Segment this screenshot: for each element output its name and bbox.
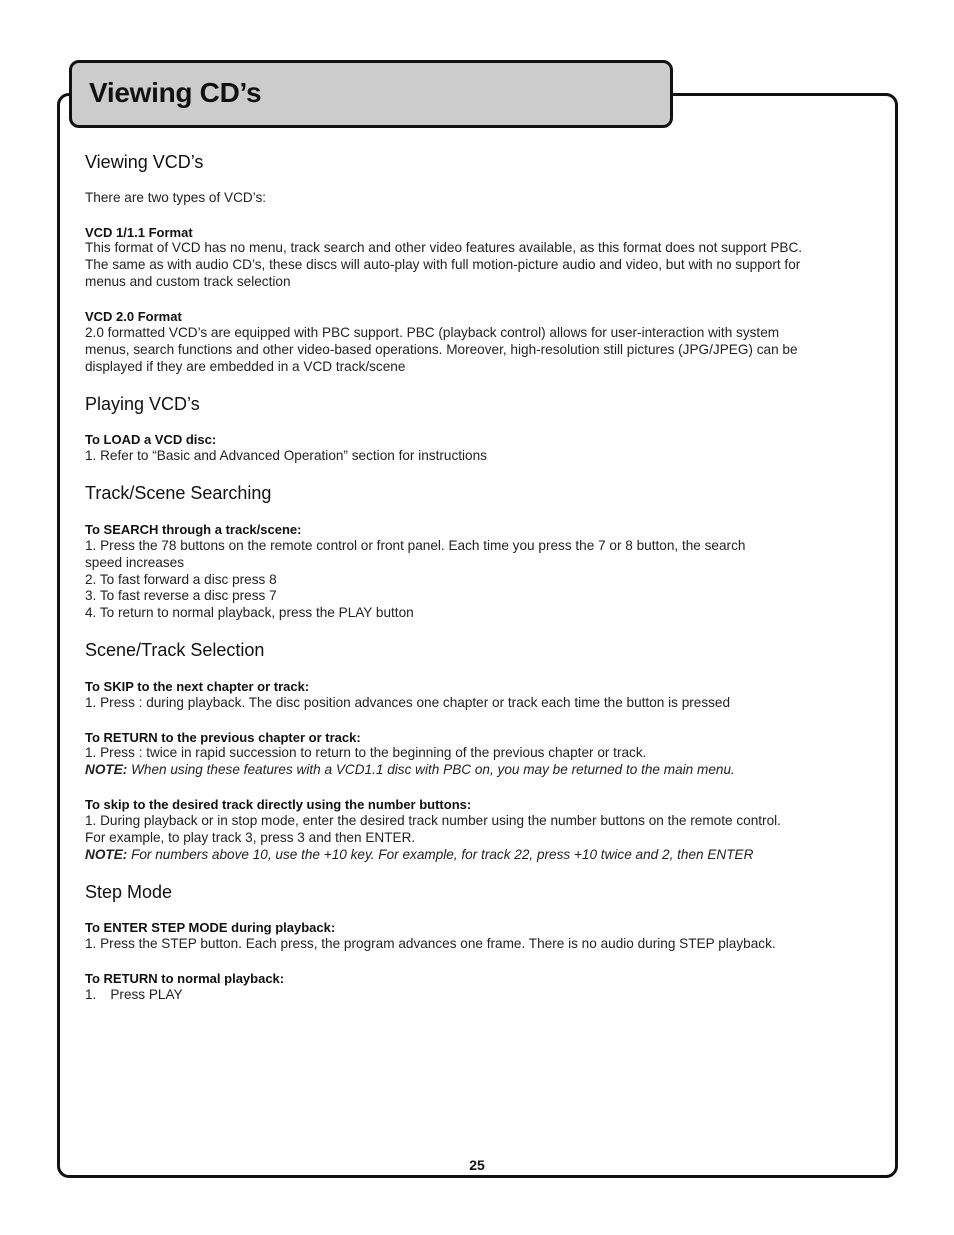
note-label: NOTE: bbox=[85, 761, 128, 777]
intro-text: There are two types of VCD’s: bbox=[85, 190, 267, 205]
text-line: menus, search functions and other video-based operations. Moreover, high-resolution still pictures (JPG/JPEG) can be bbox=[85, 341, 798, 357]
subheading-direct-track: To skip to the desired track directly using the number buttons: bbox=[85, 797, 472, 812]
subheading-return-chapter: To RETURN to the previous chapter or track: bbox=[85, 730, 361, 745]
note-text: For numbers above 10, use the +10 key. For example, for track 22, press +10 twice and 2, then ENTER bbox=[127, 846, 754, 862]
text-line: This format of VCD has no menu, track search and other video features available, as this format does not support PBC. bbox=[85, 240, 803, 255]
paragraph-skip bbox=[85, 695, 730, 712]
text-line: 1. Press : during playback. The disc position advances one chapter or track each time the button is pressed bbox=[85, 695, 731, 710]
paragraph-enter-step bbox=[85, 936, 776, 953]
step-text: Press PLAY bbox=[110, 987, 183, 1002]
text-line: 2.0 formatted VCD’s are equipped with PBC support. PBC (playback control) allows for user-interaction with system bbox=[85, 325, 780, 340]
text-line: 1. Press : twice in rapid succession to return to the beginning of the previous chapter or track. bbox=[85, 745, 647, 760]
section-heading-step-mode: Step Mode bbox=[85, 882, 173, 902]
text-line: menus and custom track selection bbox=[85, 273, 291, 289]
subheading-enter-step: To ENTER STEP MODE during playback: bbox=[85, 920, 336, 935]
paragraph-load-vcd bbox=[85, 448, 487, 465]
text-line: 1. Refer to “Basic and Advanced Operation” section for instructions bbox=[85, 448, 487, 463]
paragraph-vcd20 bbox=[85, 325, 798, 375]
text-line: 1. Press the 78 buttons on the remote control or front panel. Each time you press the 7 or 8 button, the search bbox=[85, 538, 746, 553]
note-line bbox=[85, 847, 781, 864]
subheading-skip: To SKIP to the next chapter or track: bbox=[85, 679, 310, 694]
text-line: 4. To return to normal playback, press the PLAY button bbox=[85, 605, 414, 621]
text-line: The same as with audio CD’s, these discs will auto-play with full motion-picture audio and video, but with no support for bbox=[85, 256, 801, 272]
paragraph-search bbox=[85, 538, 745, 622]
subheading-vcd11-format: VCD 1/1.1 Format bbox=[85, 225, 193, 240]
note-line bbox=[85, 762, 735, 779]
text-line: speed increases bbox=[85, 554, 184, 570]
page-number: 25 bbox=[469, 1157, 485, 1173]
section-heading-scene-track-selection: Scene/Track Selection bbox=[85, 640, 265, 660]
subheading-search: To SEARCH through a track/scene: bbox=[85, 522, 302, 537]
step-number: 1. bbox=[85, 987, 97, 1002]
subheading-load-vcd: To LOAD a VCD disc: bbox=[85, 432, 217, 447]
section-heading-viewing-vcds: Viewing VCD’s bbox=[85, 152, 204, 172]
paragraph-return-chapter bbox=[85, 745, 735, 779]
text-line: displayed if they are embedded in a VCD track/scene bbox=[85, 358, 406, 374]
note-label: NOTE: bbox=[85, 846, 128, 862]
section-heading-playing-vcds: Playing VCD’s bbox=[85, 394, 200, 414]
paragraph-direct-track bbox=[85, 813, 781, 863]
text-line: For example, to play track 3, press 3 and then ENTER. bbox=[85, 829, 416, 845]
section-heading-track-scene-searching: Track/Scene Searching bbox=[85, 483, 272, 503]
text-line: 2. To fast forward a disc press 8 bbox=[85, 571, 277, 587]
paragraph-vcd11 bbox=[85, 240, 802, 290]
page-title: Viewing CD’s bbox=[89, 77, 262, 108]
paragraph-return-normal bbox=[85, 987, 183, 1004]
text-line: 1. Press the STEP button. Each press, the program advances one frame. There is no audio during STEP playback. bbox=[85, 936, 776, 951]
subheading-return-normal: To RETURN to normal playback: bbox=[85, 971, 285, 986]
text-line: 1. During playback or in stop mode, enter the desired track number using the number buttons on the remote control. bbox=[85, 813, 781, 828]
text-line bbox=[85, 987, 183, 1004]
subheading-vcd20-format: VCD 2.0 Format bbox=[85, 309, 182, 324]
title-tab bbox=[69, 60, 673, 128]
text-line: 3. To fast reverse a disc press 7 bbox=[85, 588, 277, 604]
note-text: When using these features with a VCD1.1 disc with PBC on, you may be returned to the main menu. bbox=[127, 761, 735, 777]
